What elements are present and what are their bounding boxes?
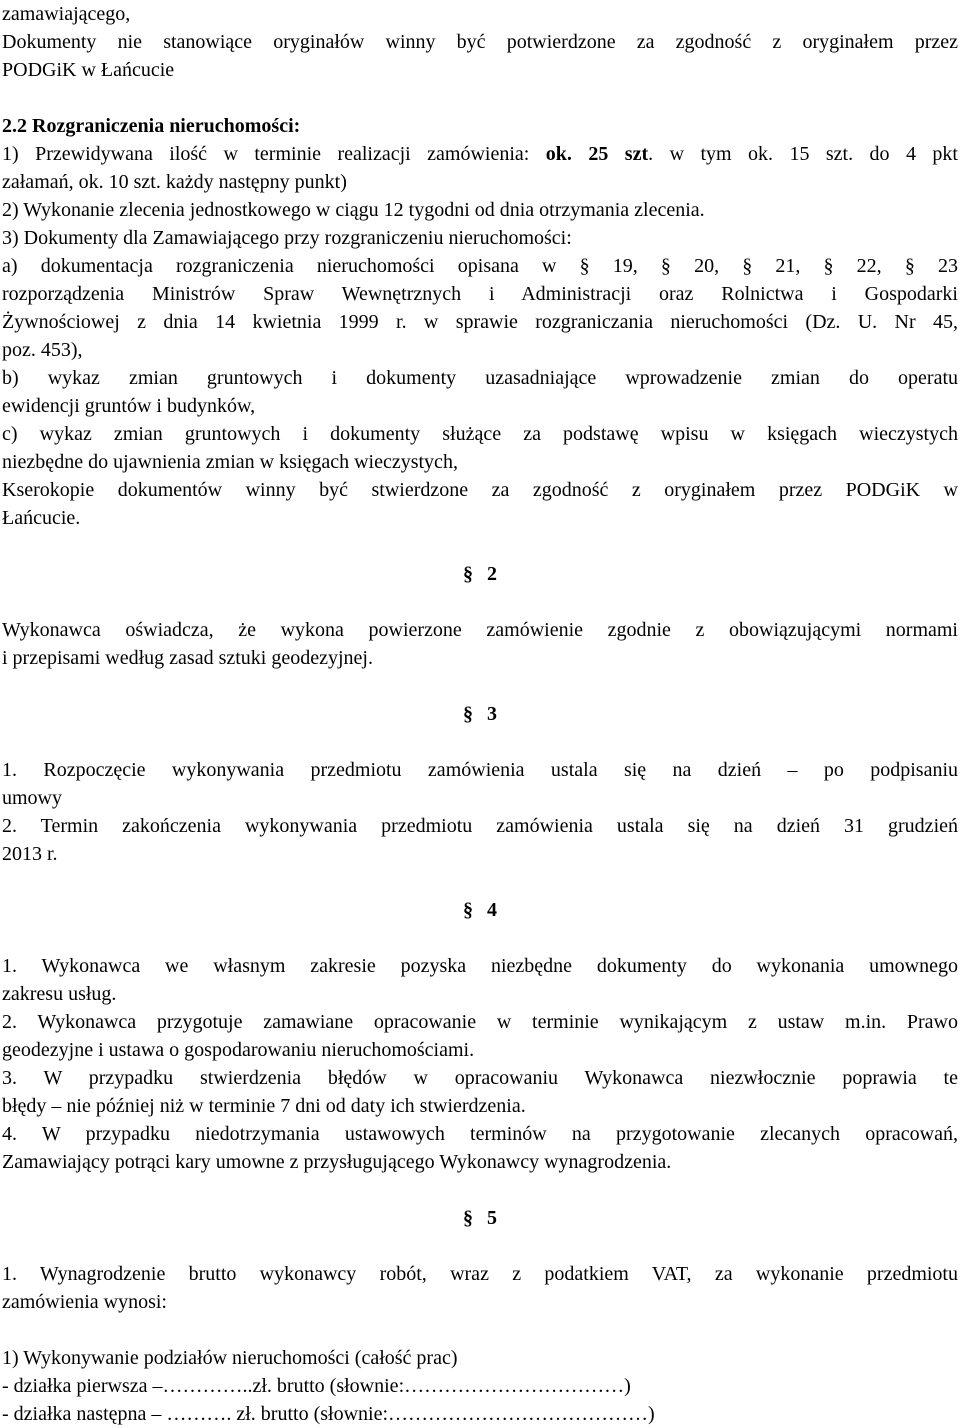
paragraph-number: 4 [487, 899, 497, 921]
p4-item-2-line-2: geodezyjne i ustawa o gospodarowaniu nieruchomościami. [2, 1039, 475, 1061]
p4-item-3-line-1: 3. W przypadku stwierdzenia błędów w opracowaniu Wykonawca niezwłocznie poprawia te [2, 1067, 958, 1089]
section-heading-rozgraniczenia: 2.2 Rozgraniczenia nieruchomości: [2, 115, 301, 137]
p4-item-1-line-1: 1. Wykonawca we własnym zakresie pozyska niezbędne dokumenty do wykonania umownego [2, 955, 958, 977]
paragraph-number: 3 [487, 703, 497, 725]
p4-item-2-line-1: 2. Wykonawca przygotuje zamawiane opracowanie w terminie wynikającym z ustaw m.in. Prawo [2, 1011, 958, 1033]
spacer [2, 1232, 958, 1260]
spacer [2, 588, 958, 616]
p4-item-4-line-2: Zamawiający potrąci kary umowne z przysługującego Wykonawcy wynagrodzenia. [2, 1151, 672, 1173]
kserokopie-line-2: Łańcucie. [2, 507, 81, 529]
item-a-line-4: poz. 453), [2, 339, 83, 361]
p3-item-1-line-1: 1. Rozpoczęcie wykonywania przedmiotu zamówienia ustala się na dzień – po podpisaniu [2, 759, 958, 781]
intro-line-3: PODGiK w Łańcucie [2, 59, 175, 81]
item-a-line-3: Żywnościowej z dnia 14 kwietnia 1999 r. w sprawie rozgraniczania nieruchomości (Dz. U. Nr 45, [2, 311, 958, 333]
paragraph-heading-3 [2, 700, 958, 728]
item-a-line-2: rozporządzenia Ministrów Spraw Wewnętrznych i Administracji oraz Rolnictwa i Gospodarki [2, 283, 958, 305]
p3-item-2-line-2: 2013 r. [2, 843, 58, 865]
section-sign: § [463, 703, 473, 725]
kserokopie-line-1: Kserokopie dokumentów winny być stwierdzone za zgodność z oryginałem przez PODGiK w [2, 479, 958, 501]
p5-row-next-plot: - działka następna – ………. zł. brutto (słownie:…………………………………) [2, 1403, 655, 1425]
item-c-line-2: niezbędne do ujawnienia zmian w księgach wieczystych, [2, 451, 458, 473]
item-1-line-2: załamań, ok. 10 szt. każdy następny punkt) [2, 171, 347, 193]
item-2: 2) Wykonanie zlecenia jednostkowego w ciągu 12 tygodni od dnia otrzymania zlecenia. [2, 199, 705, 221]
intro-line-1: zamawiającego, [2, 3, 131, 25]
paragraph-heading-4 [2, 896, 958, 924]
paragraph-heading-5 [2, 1204, 958, 1232]
paragraph-heading-2 [2, 560, 958, 588]
item-1-text-c: . w tym ok. 15 szt. do 4 pkt [648, 143, 958, 165]
intro-line-2: Dokumenty nie stanowiące oryginałów winny być potwierdzone za zgodność z oryginałem przez [2, 31, 958, 53]
p5-item-1-line-2: zamówienia wynosi: [2, 1291, 167, 1313]
spacer [2, 84, 958, 112]
spacer [2, 532, 958, 560]
p5-item-1-line-1: 1. Wynagrodzenie brutto wykonawcy robót, wraz z podatkiem VAT, za wykonanie przedmiotu [2, 1263, 958, 1285]
item-b-line-1: b) wykaz zmian gruntowych i dokumenty uzasadniające wprowadzenie zmian do operatu [2, 367, 958, 389]
p5-row-first-plot: - działka pierwsza –…………..zł. brutto (słownie:……………………………) [2, 1375, 631, 1397]
section-sign: § [463, 899, 473, 921]
p3-item-2-line-1: 2. Termin zakończenia wykonywania przedmiotu zamówienia ustala się na dzień 31 grudzień [2, 815, 958, 837]
item-3: 3) Dokumenty dla Zamawiającego przy rozgraniczeniu nieruchomości: [2, 227, 572, 249]
p2-line-1: Wykonawca oświadcza, że wykona powierzone zamówienie zgodnie z obowiązującymi normami [2, 619, 958, 641]
p2-line-2: i przepisami według zasad sztuki geodezyjnej. [2, 647, 373, 669]
item-c-line-1: c) wykaz zmian gruntowych i dokumenty służące za podstawę wpisu w księgach wieczystych [2, 423, 958, 445]
item-b-line-2: ewidencji gruntów i budynków, [2, 395, 256, 417]
paragraph-number: 2 [487, 563, 497, 585]
item-1-quantity: ok. 25 szt [545, 143, 649, 165]
spacer [2, 728, 958, 756]
spacer [2, 868, 958, 896]
spacer [2, 1176, 958, 1204]
section-sign: § [463, 1207, 473, 1229]
spacer [2, 1316, 958, 1344]
p4-item-3-line-2: błędy – nie później niż w terminie 7 dni od daty ich stwierdzenia. [2, 1095, 526, 1117]
p4-item-4-line-1: 4. W przypadku niedotrzymania ustawowych terminów na przygotowanie zlecanych opracowań, [2, 1123, 958, 1145]
item-a-line-1: a) dokumentacja rozgraniczenia nieruchomości opisana w § 19, § 20, § 21, § 22, § 23 [2, 255, 958, 277]
document-page [2, 0, 958, 1428]
item-1-text-a: 1) Przewidywana ilość w terminie realizacji zamówienia: [2, 143, 546, 165]
spacer [2, 672, 958, 700]
section-sign: § [463, 563, 473, 585]
item-1-line-1 [2, 140, 958, 168]
p4-item-1-line-2: zakresu usług. [2, 983, 117, 1005]
p5-sub-heading: 1) Wykonywanie podziałów nieruchomości (całość prac) [2, 1347, 458, 1369]
spacer [2, 924, 958, 952]
paragraph-number: 5 [487, 1207, 497, 1229]
p3-item-1-line-2: umowy [2, 787, 62, 809]
